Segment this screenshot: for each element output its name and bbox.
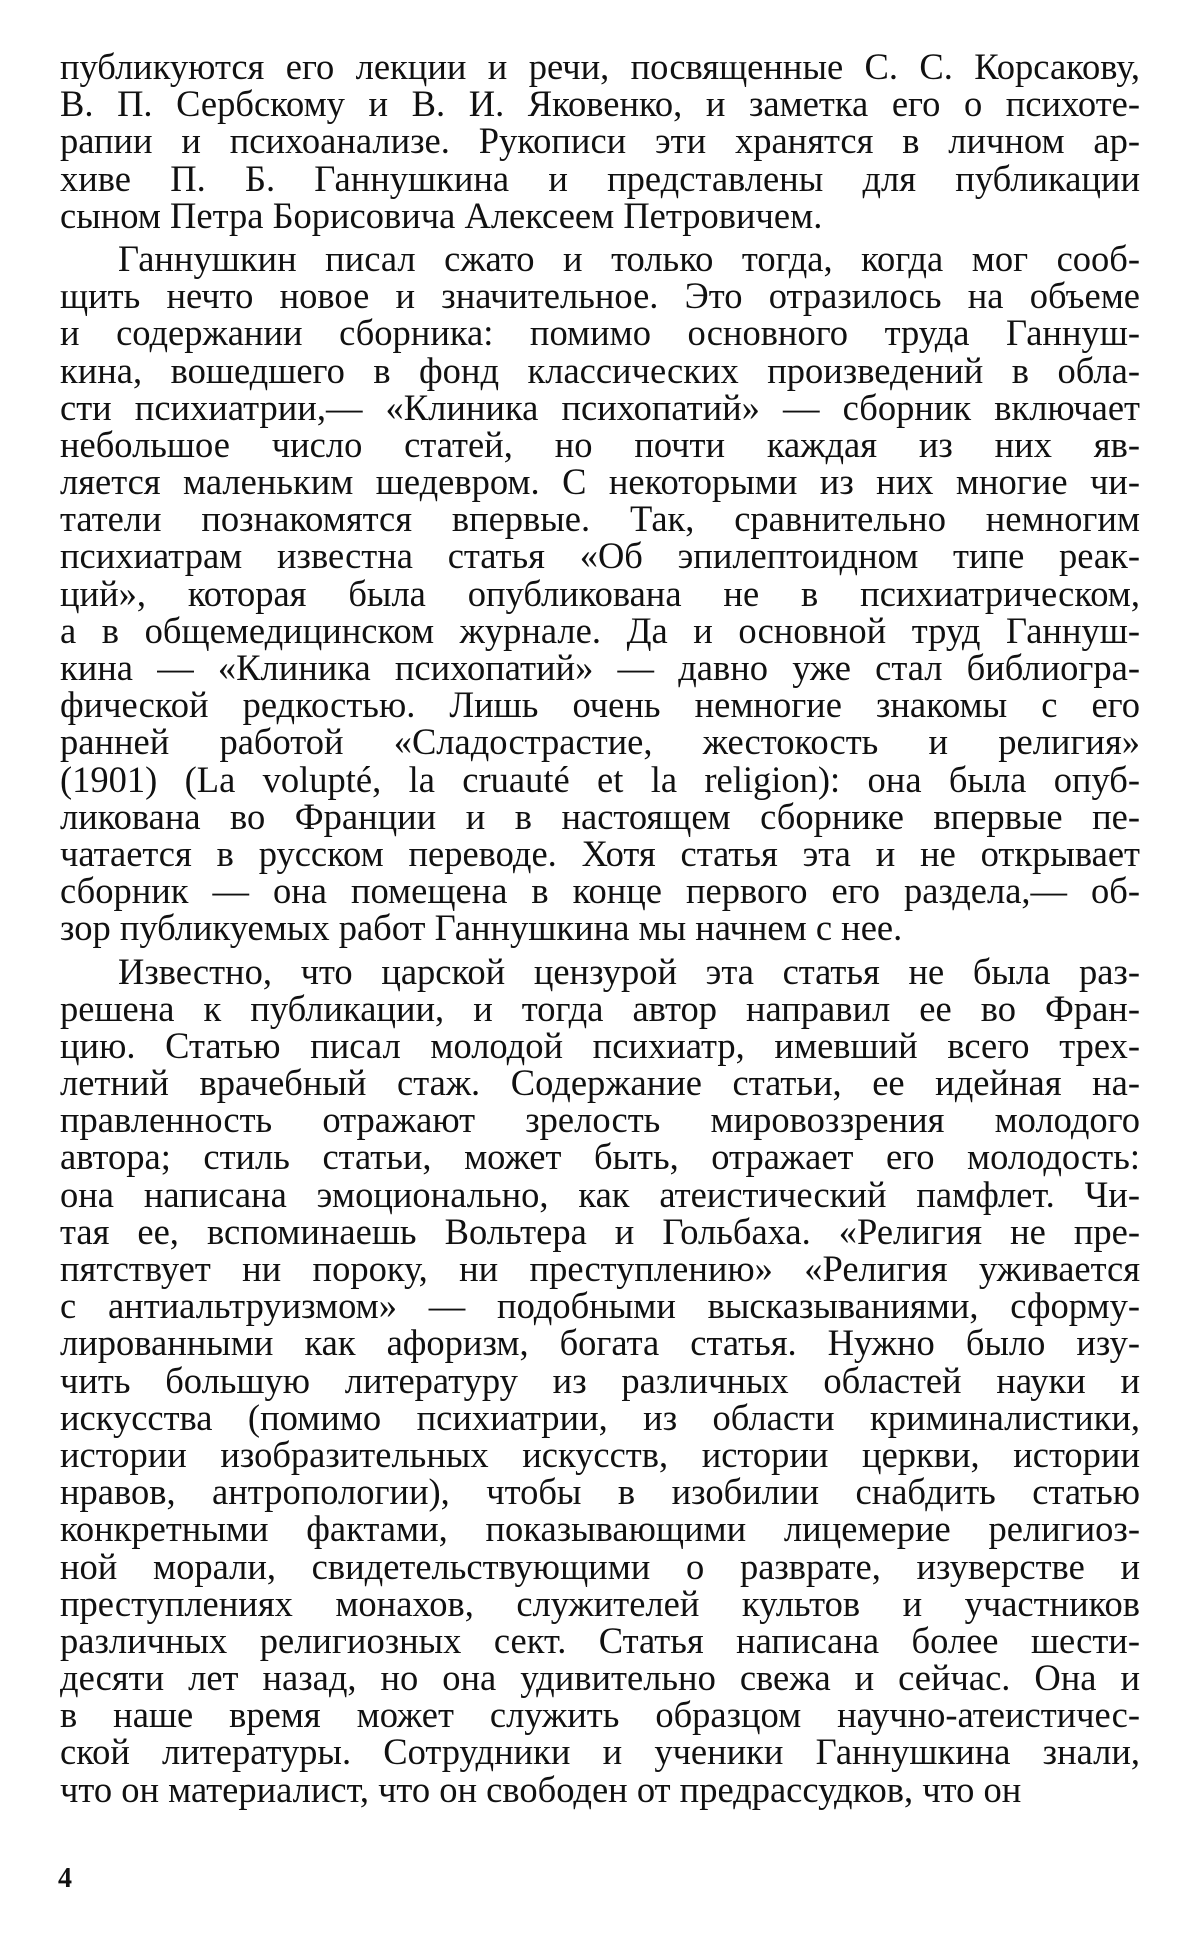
body-text: [60, 48, 1140, 1808]
text-line: В. П. Сербскому и В. И. Яковенко, и заметка его о психоте-: [60, 83, 1140, 125]
text-line: ций», которая была опубликована не в психиатрическом,: [60, 572, 1140, 614]
text-line: ной морали, свидетельствующими о разврате, изуверстве и: [60, 1545, 1140, 1587]
text-line: фической редкостью. Лишь очень немногие знакомы с его: [60, 684, 1140, 726]
text-line: в наше время может служить образцом научно-атеистичес-: [60, 1694, 1140, 1736]
text-line: сыном Петра Борисовича Алексеем Петровичем.: [60, 194, 823, 236]
text-line: Известно, что царской цензурой эта статья не была раз-: [118, 950, 1140, 992]
text-line: публикуются его лекции и речи, посвященные С. С. Корсакову,: [60, 46, 1140, 87]
text-line: различных религиозных сект. Статья написана более шести-: [60, 1619, 1140, 1661]
text-line: искусства (помимо психиатрии, из области криминалистики,: [60, 1396, 1140, 1438]
text-line: пятствует ни пороку, ни преступлению» «Религия уживается: [60, 1248, 1140, 1289]
text-line: преступлениях монахов, служителей культов и участников: [60, 1582, 1140, 1624]
text-line: десяти лет назад, но она удивительно свежа и сейчас. Она и: [60, 1657, 1140, 1699]
text-line: хиве П. Б. Ганнушкина и представлены для публикации: [60, 157, 1140, 199]
text-line: автора; стиль статьи, может быть, отражает его молодость:: [60, 1136, 1140, 1178]
text-line: ской литературы. Сотрудники и ученики Ганнушкина знали,: [60, 1731, 1140, 1773]
text-line: с антиальтруизмом» — подобными высказываниями, сформу-: [60, 1285, 1140, 1327]
text-line: тая ее, вспоминаешь Вольтера и Гольбаха. «Религия не пре-: [60, 1210, 1140, 1252]
text-line: и содержании сборника: помимо основного труда Ганнуш-: [60, 312, 1140, 354]
text-line: летний врачебный стаж. Содержание статьи, ее идейная на-: [60, 1062, 1140, 1104]
text-line: правленность отражают зрелость мировоззрения молодого: [60, 1099, 1140, 1141]
text-line: решена к публикации, и тогда автор направил ее во Фран-: [60, 987, 1140, 1029]
page-number: 4: [58, 1863, 72, 1894]
text-line: цию. Статью писал молодой психиатр, имевший всего трех-: [60, 1024, 1140, 1066]
text-line: конкретными фактами, показывающими лицемерие религиоз-: [60, 1508, 1140, 1550]
text-line: сборник — она помещена в конце первого его раздела,— об-: [60, 870, 1140, 912]
text-line: небольшое число статей, но почти каждая из них яв-: [60, 423, 1140, 465]
text-line: ликована во Франции и в настоящем сборнике впервые пе-: [60, 795, 1140, 837]
text-line: психиатрам известна статья «Об эпилептоидном типе реак-: [60, 535, 1140, 577]
paragraph: [60, 950, 1140, 1810]
text-line: истории изобразительных искусств, истории церкви, истории: [60, 1433, 1140, 1475]
text-line: лированными как афоризм, богата статья. Нужно было изу-: [60, 1322, 1140, 1364]
text-line: зор публикуемых работ Ганнушкина мы начнем с нее.: [60, 907, 903, 949]
text-line: сти психиатрии,— «Клиника психопатий» — сборник включает: [60, 386, 1140, 428]
text-line: (1901) (La volupté, la cruauté et la religion): она была опуб-: [60, 758, 1140, 800]
text-line: чить большую литературу из различных областей науки и: [60, 1359, 1140, 1401]
text-line: ранней работой «Сладострастие, жестокость и религия»: [60, 721, 1140, 763]
text-line: рапии и психоанализе. Рукописи эти хранятся в личном ар-: [60, 120, 1140, 162]
text-line: щить нечто новое и значительное. Это отразилось на объеме: [60, 275, 1140, 317]
text-line: Ганнушкин писал сжато и только тогда, когда мог сооб-: [118, 237, 1140, 279]
text-line: ляется маленьким шедевром. С некоторыми из них многие чи-: [60, 461, 1140, 503]
text-line: а в общемедицинском журнале. Да и основной труд Ганнуш-: [60, 609, 1140, 651]
text-line: она написана эмоционально, как атеистический памфлет. Чи-: [60, 1173, 1140, 1215]
text-line: чатается в русском переводе. Хотя статья эта и не открывает: [60, 832, 1140, 874]
text-line: нравов, антропологии), чтобы в изобилии снабдить статью: [60, 1471, 1140, 1513]
text-line: татели познакомятся впервые. Так, сравнительно немногим: [60, 498, 1140, 540]
text-line: кина, вошедшего в фонд классических произведений в обла-: [60, 349, 1140, 391]
text-line: что он материалист, что он свободен от предрассудков, что он: [60, 1768, 1022, 1810]
text-line: кина — «Клиника психопатий» — давно уже стал библиогра-: [60, 647, 1140, 688]
paragraph: [60, 48, 1140, 234]
paragraph: [60, 237, 1140, 949]
